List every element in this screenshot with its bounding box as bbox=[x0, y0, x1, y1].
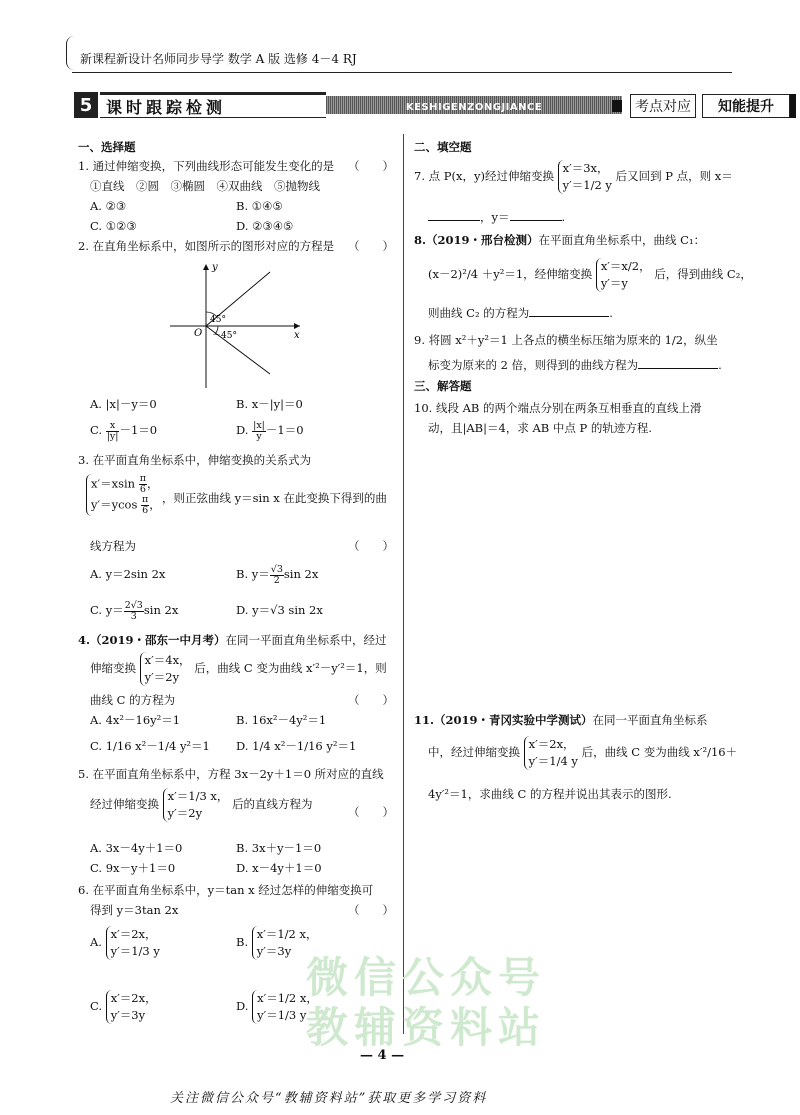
q7-sys-1: x′＝3x， bbox=[562, 161, 609, 175]
q6-a-label: A. bbox=[90, 935, 102, 949]
q1-option-c: C. ①②③ bbox=[90, 219, 137, 233]
q2-d-frac bbox=[252, 421, 266, 442]
q9-ask: 标变为原来的 2 倍，则得到的曲线方程为 bbox=[428, 358, 639, 372]
q6-d-2: y′＝1/3 y bbox=[257, 1008, 307, 1022]
q6-a-system bbox=[106, 926, 160, 960]
q2-c-label: C. bbox=[90, 423, 103, 437]
q6-option-b bbox=[236, 926, 318, 960]
q6-b-2: y′＝3y bbox=[256, 944, 292, 958]
q2-c-frac bbox=[106, 421, 120, 442]
q7-blanks: ，y＝ . bbox=[428, 208, 565, 225]
q4-stem-1 bbox=[78, 632, 387, 648]
q5-system bbox=[163, 788, 229, 822]
q8-tail: 后，得到曲线 C₂， bbox=[654, 267, 752, 281]
q4-stem-3: 曲线 C 的方程为 bbox=[90, 693, 176, 707]
q3-c-num: 2√3 bbox=[124, 599, 143, 611]
section-fill: 二、填空题 bbox=[414, 140, 472, 154]
q4-lead: 伸缩变换 bbox=[90, 661, 136, 675]
section-banner bbox=[74, 92, 774, 118]
x-axis-arrow-icon bbox=[294, 323, 300, 329]
q5-sys-1: x′＝1/3 x， bbox=[167, 789, 229, 803]
q2-d-rest: －1＝0 bbox=[265, 423, 304, 437]
q4-option-b: B. 16x²－4y²＝1 bbox=[236, 713, 327, 727]
q8-sys-2: y′＝y bbox=[600, 276, 628, 290]
q8-eq: (x－2)²/4 ＋y²＝1，经伸缩变换 bbox=[428, 267, 593, 281]
q6-stem-1: 6. 在平面直角坐标系中，y＝tan x 经过怎样的伸缩变换可 bbox=[78, 883, 374, 897]
q6-c-1: x′＝2x， bbox=[110, 991, 157, 1005]
q3-b-frac bbox=[270, 565, 284, 586]
q11-sys-2: y′＝1/4 y bbox=[528, 754, 578, 768]
q2-graph bbox=[160, 258, 310, 390]
q2-option-a: A. |x|－y＝0 bbox=[90, 397, 157, 411]
header-rule bbox=[72, 72, 732, 73]
q11-source: 11.（2019・青冈实验中学测试） bbox=[414, 713, 593, 727]
q9-stem-1: 9. 将圆 x²＋y²＝1 上各点的横坐标压缩为原来的 1/2，纵坐 bbox=[414, 333, 718, 347]
q11-sys-1: x′＝2x， bbox=[528, 737, 575, 751]
q8-blank[interactable] bbox=[529, 304, 609, 317]
q2-c-num: x bbox=[106, 421, 120, 432]
q5-paren: （ ） bbox=[348, 805, 394, 819]
q4-sys-2: y′＝2y bbox=[144, 670, 180, 684]
banner-square bbox=[612, 100, 622, 112]
q2-d-label: D. bbox=[236, 423, 249, 437]
q11-system bbox=[524, 736, 578, 770]
q4-paren: （ ） bbox=[348, 693, 394, 707]
q6-c-system bbox=[106, 990, 157, 1024]
q7-tail: 后又回到 P 点，则 x＝ bbox=[615, 169, 733, 183]
q6-option-d bbox=[236, 990, 318, 1024]
q2-d-den: y bbox=[256, 430, 262, 442]
footer-note: 关注微信公众号“教辅资料站”获取更多学习资料 bbox=[170, 1091, 488, 1106]
q9-blank[interactable] bbox=[638, 356, 718, 369]
q3-pi-2: π bbox=[142, 494, 149, 505]
q2-paren: （ ） bbox=[348, 239, 394, 253]
q2-d-num: |x| bbox=[253, 419, 265, 431]
q7-stem-1 bbox=[414, 160, 733, 194]
q3-paren: （ ） bbox=[348, 539, 394, 553]
q3-c-post: sin 2x bbox=[143, 603, 179, 617]
q6-b-system bbox=[252, 926, 318, 960]
q11-stem-2 bbox=[428, 736, 737, 770]
q3-b-num: √3 bbox=[270, 563, 283, 575]
q11-stem-1 bbox=[414, 712, 708, 728]
q3-sys-1: x′＝xsin bbox=[91, 476, 136, 491]
q5-option-d: D. x－4y＋1＝0 bbox=[236, 861, 322, 875]
angle-label-upper: 45° bbox=[210, 315, 226, 325]
q5-option-c: C. 9x－y＋1＝0 bbox=[90, 861, 176, 875]
section-answer: 三、解答题 bbox=[414, 379, 472, 393]
banner-end-bar bbox=[790, 94, 796, 118]
q5-tail: 后的直线方程为 bbox=[232, 797, 313, 811]
q5-option-b: B. 3x＋y－1＝0 bbox=[236, 841, 322, 855]
q6-option-c bbox=[90, 990, 157, 1024]
q3-six-2: 6 bbox=[142, 505, 149, 516]
q10-stem-2: 动，且|AB|＝4，求 AB 中点 P 的轨迹方程. bbox=[428, 421, 653, 435]
q3-c-frac bbox=[124, 601, 144, 622]
q4-source: 4.（2019・邵东一中月考） bbox=[78, 633, 226, 647]
q3-stem-1: 3. 在平面直角坐标系中，伸缩变换的关系式为 bbox=[78, 453, 312, 467]
q6-d-label: D. bbox=[236, 999, 249, 1013]
q6-d-system bbox=[252, 990, 318, 1024]
q6-c-2: y′＝3y bbox=[110, 1008, 146, 1022]
q8-stem-3: 则曲线 C₂ 的方程为 . bbox=[428, 306, 613, 320]
q6-option-a bbox=[90, 926, 160, 960]
q3-sys-2: y′＝ycos bbox=[91, 497, 138, 512]
watermark-line2: 教辅资料站 bbox=[306, 1003, 547, 1052]
q2-c-rest: －1＝0 bbox=[119, 423, 158, 437]
q2-c-den: |y| bbox=[106, 430, 119, 442]
q3-b-post: sin 2x bbox=[283, 567, 319, 581]
q3-frac-2 bbox=[141, 495, 149, 516]
q2-option-d bbox=[236, 418, 304, 442]
q3-pi-1: π bbox=[139, 473, 146, 484]
q8-stem-1-text: 在平面直角坐标系中，曲线 C₁： bbox=[538, 233, 706, 247]
q4-system bbox=[140, 652, 191, 686]
q3-option-a: A. y＝2sin 2x bbox=[90, 567, 166, 581]
q11-lead: 中，经过伸缩变换 bbox=[428, 745, 520, 759]
q7-y: ，y＝ bbox=[480, 210, 510, 224]
q4-stem-2 bbox=[90, 652, 387, 686]
q10-stem-1: 10. 线段 AB 的两个端点分别在两条互相垂直的直线上滑 bbox=[414, 401, 702, 415]
q3-c-pre: C. y＝ bbox=[90, 603, 124, 617]
q5-option-a: A. 3x－4y＋1＝0 bbox=[90, 841, 183, 855]
q5-sys-2: y′＝2y bbox=[167, 806, 203, 820]
q6-a-1: x′＝2x， bbox=[110, 927, 157, 941]
q3-system-row bbox=[86, 474, 161, 516]
q3-stem-3: 线方程为 bbox=[90, 539, 136, 553]
q7-blank-x[interactable] bbox=[428, 208, 480, 221]
banner-pinyin: KESHIGENZONGJIANCE bbox=[405, 102, 543, 113]
running-header: 新课程新设计名师同步导学 数学 A 版 选修 4－4 RJ bbox=[80, 52, 357, 66]
q3-b-den: 2 bbox=[273, 574, 280, 586]
q2-option-c bbox=[90, 418, 157, 442]
q1-paren: （ ） bbox=[348, 159, 394, 173]
banner-title: 课时跟踪检测 bbox=[100, 92, 326, 118]
angle-label-lower: －45° bbox=[212, 331, 237, 341]
q7-system bbox=[558, 160, 612, 194]
q2-stem: 2. 在直角坐标系中，如图所示的图形对应的方程是 bbox=[78, 239, 335, 253]
q8-stem-2 bbox=[428, 258, 752, 292]
page-number: — 4 — bbox=[360, 1048, 405, 1063]
q8-stem-1 bbox=[414, 232, 705, 248]
q3-option-c bbox=[90, 598, 178, 622]
q3-c-den: 3 bbox=[130, 610, 137, 622]
q3-six-1: 6 bbox=[139, 484, 146, 495]
q3-option-d: D. y＝√3 sin 2x bbox=[236, 603, 323, 617]
q4-stem-1-text: 在同一平面直角坐标系中，经过 bbox=[225, 633, 387, 647]
y-axis-arrow-icon bbox=[203, 264, 209, 270]
q4-option-d: D. 1/4 x²－1/16 y²＝1 bbox=[236, 739, 357, 753]
q8-sys-1: x′＝x/2， bbox=[600, 259, 651, 273]
q6-b-label: B. bbox=[236, 935, 249, 949]
q7-blank-y[interactable] bbox=[510, 208, 562, 221]
banner-number: 5 bbox=[74, 92, 98, 118]
banner-tag-points: 考点对应 bbox=[630, 94, 696, 118]
q3-b-pre: B. y＝ bbox=[236, 567, 270, 581]
q8-ask: 则曲线 C₂ 的方程为 bbox=[428, 306, 530, 320]
q1-items: ①直线 ②圆 ③椭圆 ④双曲线 ⑤抛物线 bbox=[90, 179, 320, 193]
q1-stem: 1. 通过伸缩变换，下列曲线形态可能发生变化的是 bbox=[78, 159, 335, 173]
banner-tag-ability: 知能提升 bbox=[702, 94, 790, 118]
section-choice: 一、选择题 bbox=[78, 140, 136, 154]
q3-system: x′＝xsin $\frac{\pi}{6}$ ， y′＝ycos $\frac{\pi}{6}$ ， bbox=[86, 474, 161, 516]
q4-option-a: A. 4x²－16y²＝1 bbox=[90, 713, 181, 727]
q11-stem-1-text: 在同一平面直角坐标系 bbox=[592, 713, 708, 727]
q6-c-label: C. bbox=[90, 999, 103, 1013]
q1-option-a: A. ②③ bbox=[90, 199, 127, 213]
q1-option-b: B. ①④⑤ bbox=[236, 199, 283, 213]
q2-option-b: B. x－|y|＝0 bbox=[236, 397, 303, 411]
q5-lead: 经过伸缩变换 bbox=[90, 797, 159, 811]
origin-label: O bbox=[194, 328, 203, 339]
q6-b-1: x′＝1/2 x， bbox=[256, 927, 318, 941]
x-label: x bbox=[294, 330, 300, 341]
q3-option-b bbox=[236, 562, 318, 586]
column-divider bbox=[403, 134, 404, 1034]
q11-tail: 后，曲线 C 变为曲线 x′²/16＋ bbox=[581, 745, 738, 759]
y-label: y bbox=[212, 262, 218, 273]
q6-a-2: y′＝1/3 y bbox=[110, 944, 160, 958]
q6-stem-2: 得到 y＝3tan 2x bbox=[90, 903, 179, 917]
q6-d-1: x′＝1/2 x， bbox=[257, 991, 318, 1005]
q7-lead: 7. 点 P(x，y)经过伸缩变换 bbox=[414, 169, 554, 183]
header-bracket bbox=[66, 36, 77, 70]
q7-sys-2: y′＝1/2 y bbox=[562, 178, 612, 192]
q5-stem-2 bbox=[90, 788, 313, 822]
q11-stem-3: 4y′²＝1，求曲线 C 的方程并说出其表示的图形. bbox=[428, 787, 672, 801]
q9-stem-2: 标变为原来的 2 倍，则得到的曲线方程为 . bbox=[428, 358, 722, 372]
q4-sys-1: x′＝4x， bbox=[144, 653, 191, 667]
q1-option-d: D. ②③④⑤ bbox=[236, 219, 294, 233]
q4-option-c: C. 1/16 x²－1/4 y²＝1 bbox=[90, 739, 210, 753]
q5-stem-1: 5. 在平面直角坐标系中，方程 3x－2y＋1＝0 所对应的直线 bbox=[78, 767, 384, 781]
q4-tail: 后，曲线 C 变为曲线 x′²－y′²＝1，则 bbox=[194, 661, 387, 675]
q8-source: 8.（2019・邢台检测） bbox=[414, 233, 539, 247]
q3-frac-1 bbox=[139, 474, 147, 495]
q8-system bbox=[596, 258, 651, 292]
watermark-line1: 微信公众号 bbox=[306, 953, 547, 1002]
q6-paren: （ ） bbox=[348, 903, 394, 917]
q3-stem-2: ，则正弦曲线 y＝sin x 在此变换下得到的曲 bbox=[162, 491, 387, 505]
